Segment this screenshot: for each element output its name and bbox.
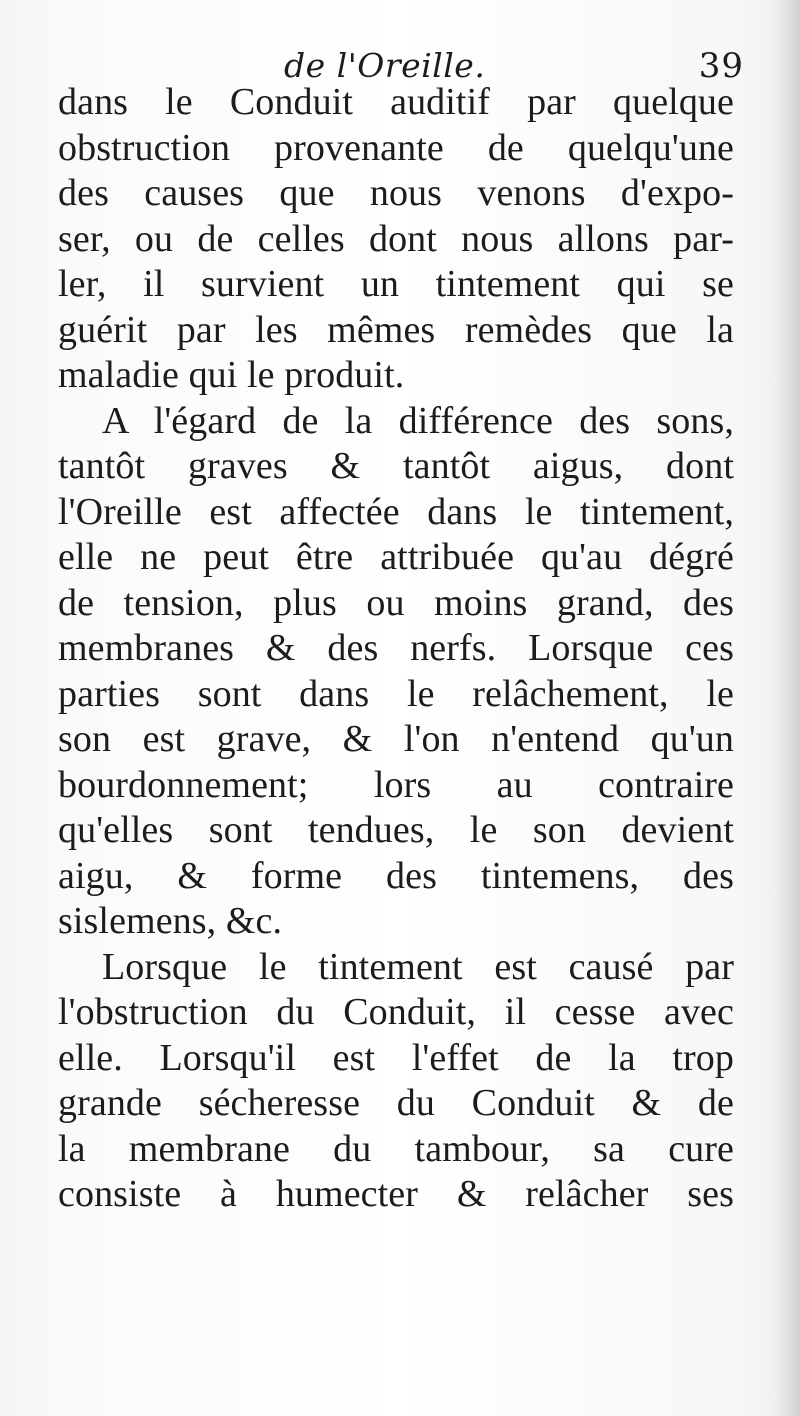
text-line: membranes & des nerfs. Lorsque ces — [58, 627, 734, 669]
text-line: de tension, plus ou moins grand, des — [58, 581, 734, 624]
text-line: aigu, & forme des tintemens, des — [58, 854, 734, 897]
text-line: Lorsque le tintement est causé par — [102, 945, 734, 988]
text-line: A l'égard de la différence des sons, — [102, 399, 734, 442]
body-text — [58, 80, 734, 1218]
text-line: tantôt graves & tantôt aigus, dont — [58, 445, 734, 487]
text-line: bourdonnement; lors au contraire — [58, 763, 734, 806]
page-number: 39 — [698, 46, 744, 86]
text-line: sislemens, &c. — [58, 900, 283, 942]
text-line: ser, ou de celles dont nous allons par- — [58, 217, 734, 260]
text-line: consiste à humecter & relâcher ses — [58, 1173, 734, 1215]
text-line: dans le Conduit auditif par quelque — [58, 81, 734, 123]
text-line: obstruction provenante de quelqu'une — [58, 126, 734, 169]
text-line: ler, il survient un tintement qui se — [58, 263, 734, 305]
text-line: l'Oreille est affectée dans le tintement, — [58, 490, 734, 533]
text-line: son est grave, & l'on n'entend qu'un — [58, 718, 734, 760]
text-line: grande sécheresse du Conduit & de — [58, 1082, 734, 1124]
text-line: maladie qui le produit. — [58, 354, 405, 396]
text-line: elle. Lorsqu'il est l'effet de la trop — [58, 1036, 734, 1079]
text-line: la membrane du tambour, sa cure — [58, 1127, 734, 1170]
page-edge-shadow — [774, 0, 800, 1416]
text-line: l'obstruction du Conduit, il cesse avec — [58, 991, 734, 1033]
text-line: qu'elles sont tendues, le son devient — [58, 809, 734, 851]
text-line: guérit par les mêmes remèdes que la — [58, 308, 734, 351]
running-head: de l'Oreille. — [284, 46, 486, 85]
text-line: des causes que nous venons d'expo- — [58, 172, 734, 214]
text-line: elle ne peut être attribuée qu'au dégré — [58, 536, 734, 578]
text-line: parties sont dans le relâchement, le — [58, 672, 734, 715]
